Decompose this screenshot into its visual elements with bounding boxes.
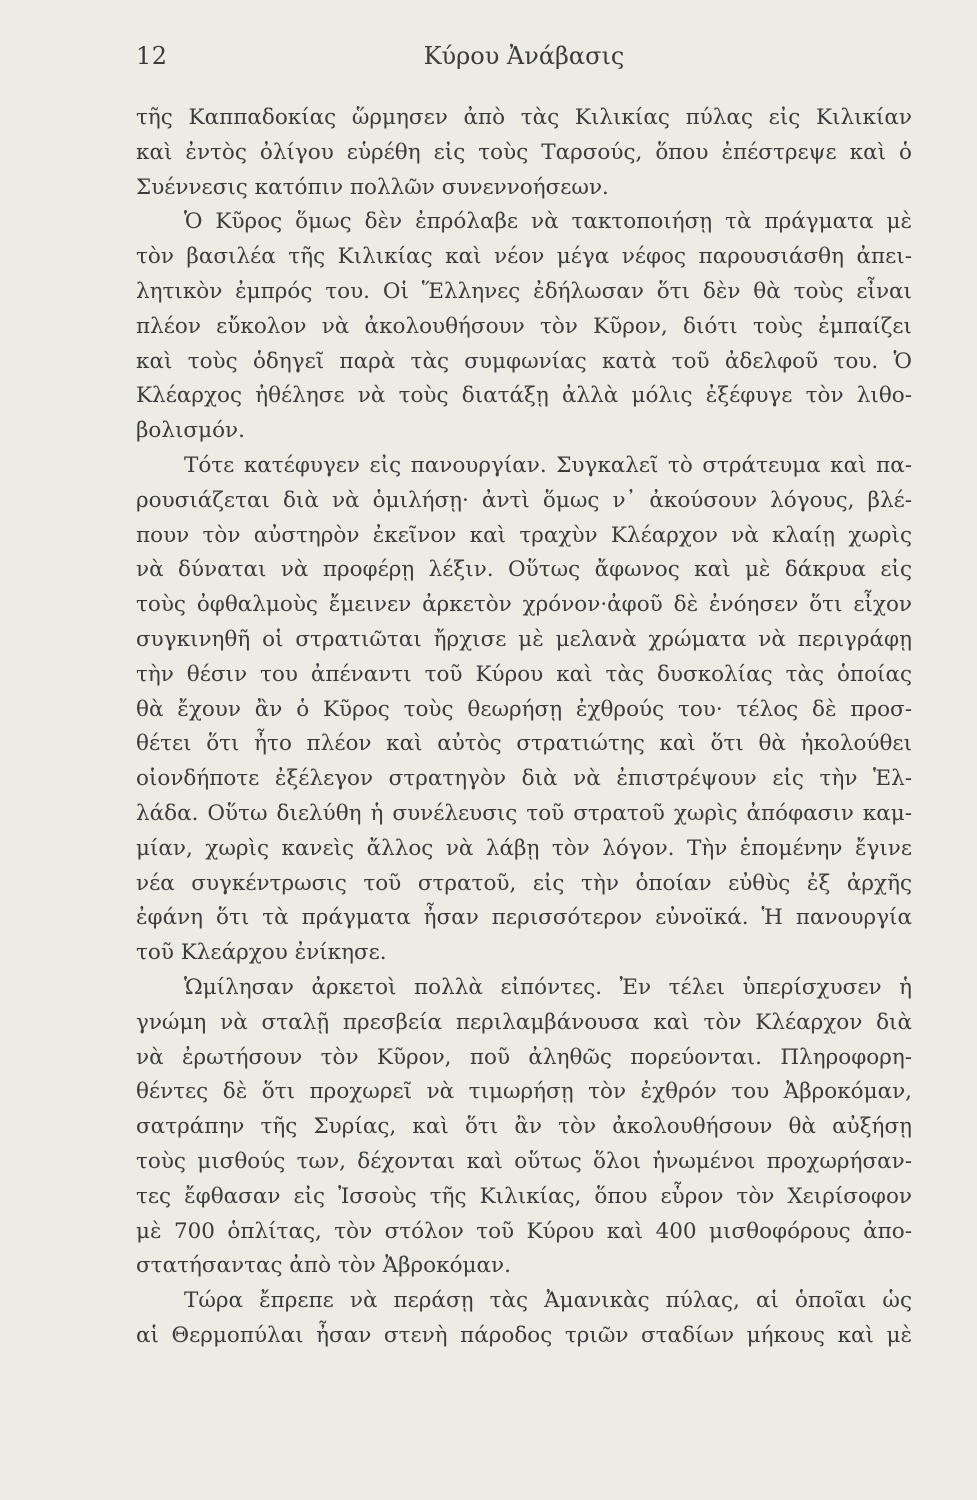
- text-line: τοὺς μισθούς των, δέχονται καὶ οὕτως ὅλοι ἡνωμένοι προχωρήσαν-: [136, 1148, 912, 1174]
- text-line: καὶ τοὺς ὁδηγεῖ παρὰ τὰς συμφωνίας κατὰ τοῦ ἀδελφοῦ του. Ὁ: [136, 348, 912, 374]
- text-line: θὰ ἔχουν ἂν ὁ Κῦρος τοὺς θεωρήσῃ ἐχθρούς του· τέλος δὲ προσ-: [136, 696, 912, 722]
- text-line: ἐφάνη ὅτι τὰ πράγματα ἦσαν περισσότερον εὐνοϊκά. Ἡ πανουργία: [136, 905, 912, 931]
- text-line: νέα συγκέντρωσις τοῦ στρατοῦ, εἰς τὴν ὁποίαν εὐθὺς ἐξ ἀρχῆς: [136, 870, 912, 896]
- text-line: καὶ ἐντὸς ὀλίγου εὑρέθη εἰς τοὺς Ταρσούς, ὅπου ἐπέστρεψε καὶ ὁ: [136, 139, 912, 165]
- page-number: 12: [136, 42, 168, 70]
- text-line: σατράπην τῆς Συρίας, καὶ ὅτι ἂν τὸν ἀκολουθήσουν θὰ αὐξήσῃ: [136, 1114, 912, 1140]
- text-line: Τότε κατέφυγεν εἰς πανουργίαν. Συγκαλεῖ τὸ στράτευμα καὶ πα-: [184, 452, 912, 478]
- text-line: τες ἔφθασαν εἰς Ἰσσοὺς τῆς Κιλικίας, ὅπου εὗρον τὸν Χειρίσοφον: [136, 1183, 912, 1209]
- text-line: τὴν θέσιν του ἀπέναντι τοῦ Κύρου καὶ τὰς δυσκολίας τὰς ὁποίας: [136, 661, 912, 687]
- text-line: νὰ ἐρωτήσουν τὸν Κῦρον, ποῦ ἀληθῶς πορεύονται. Πληροφορη-: [136, 1044, 912, 1070]
- text-line: στατήσαντας ἀπὸ τὸν Ἀβροκόμαν.: [136, 1253, 511, 1279]
- text-line: θέτει ὅτι ἦτο πλέον καὶ αὐτὸς στρατιώτης καὶ ὅτι θὰ ἠκολούθει: [136, 731, 912, 757]
- text-line: τῆς Καππαδοκίας ὥρμησεν ἀπὸ τὰς Κιλικίας πύλας εἰς Κιλικίαν: [136, 105, 912, 130]
- text-line: τοῦ Κλεάρχου ἐνίκησε.: [136, 940, 387, 966]
- text-line: πουν τὸν αὐστηρὸν ἐκεῖνον καὶ τραχὺν Κλέαρχον νὰ κλαίῃ χωρὶς: [136, 522, 912, 548]
- text-line: πλέον εὔκολον νὰ ἀκολουθήσουν τὸν Κῦρον, διότι τοὺς ἐμπαίζει: [136, 313, 912, 339]
- text-line: τοὺς ὀφθαλμοὺς ἔμεινεν ἀρκετὸν χρόνον·ἀφοῦ δὲ ἐνόησεν ὅτι εἶχον: [136, 592, 912, 618]
- text-line: αἱ Θερμοπύλαι ἦσαν στενὴ πάροδος τριῶν σταδίων μήκους καὶ μὲ: [136, 1322, 912, 1348]
- paragraph: [136, 101, 912, 205]
- text-line: Κλέαρχος ἠθέλησε νὰ τοὺς διατάξῃ ἀλλὰ μόλις ἐξέφυγε τὸν λιθο-: [136, 383, 912, 409]
- text-line: οἱονδήποτε ἐξέλεγον στρατηγὸν διὰ νὰ ἐπιστρέψουν εἰς τὴν Ἑλ-: [136, 766, 912, 792]
- text-line: Ὁ Κῦρος ὅμως δὲν ἐπρόλαβε νὰ τακτοποιήσῃ τὰ πράγματα μὲ: [184, 209, 912, 235]
- text-line: Ὡμίλησαν ἀρκετοὶ πολλὰ εἰπόντες. Ἐν τέλει ὑπερίσχυσεν ἡ: [184, 974, 912, 1000]
- text-line: βολισμόν.: [136, 418, 245, 444]
- running-title: Κύρου Ἀνάβασις: [423, 42, 625, 70]
- paragraph: [136, 1284, 912, 1354]
- text-line: λητικὸν ἐμπρός του. Οἱ Ἕλληνες ἐδήλωσαν ὅτι δὲν θὰ τοὺς εἶναι: [136, 278, 912, 304]
- paragraph: [136, 449, 912, 971]
- paragraph: [136, 971, 912, 1284]
- text-line: μίαν, χωρὶς κανεὶς ἄλλος νὰ λάβῃ τὸν λόγον. Τὴν ἑπομένην ἔγινε: [136, 835, 912, 861]
- text-line: μὲ 700 ὁπλίτας, τὸν στόλον τοῦ Κύρου καὶ 400 μισθοφόρους ἀπο-: [136, 1218, 912, 1244]
- paragraph: [136, 205, 912, 449]
- text-line: νὰ δύναται νὰ προφέρῃ λέξιν. Οὕτως ἄφωνος καὶ μὲ δάκρυα εἰς: [136, 557, 912, 583]
- text-line: τὸν βασιλέα τῆς Κιλικίας καὶ νέον μέγα νέφος παρουσιάσθη ἀπει-: [136, 244, 912, 270]
- text-line: συγκινηθῆ οἱ στρατιῶται ἤρχισε μὲ μελανὰ χρώματα νὰ περιγράφῃ: [136, 626, 912, 652]
- text-line: Συέννεσις κατόπιν πολλῶν συνεννοήσεων.: [136, 174, 609, 200]
- text-line: γνώμη νὰ σταλῇ πρεσβεία περιλαμβάνουσα καὶ τὸν Κλέαρχον διὰ: [136, 1009, 912, 1035]
- text-line: θέντες δὲ ὅτι προχωρεῖ νὰ τιμωρήσῃ τὸν ἐχθρόν του Ἀβροκόμαν,: [136, 1079, 912, 1105]
- body-text: [136, 101, 912, 1354]
- text-line: λάδα. Οὕτω διελύθη ἡ συνέλευσις τοῦ στρατοῦ χωρὶς ἀπόφασιν καμ-: [136, 800, 912, 826]
- text-line: Τώρα ἔπρεπε νὰ περάσῃ τὰς Ἀμανικὰς πύλας, αἱ ὁποῖαι ὡς: [184, 1288, 912, 1314]
- page-header: [136, 42, 912, 76]
- text-line: ρουσιάζεται διὰ νὰ ὁμιλήσῃ· ἀντὶ ὅμως ν᾽ ἀκούσουν λόγους, βλέ-: [136, 487, 912, 513]
